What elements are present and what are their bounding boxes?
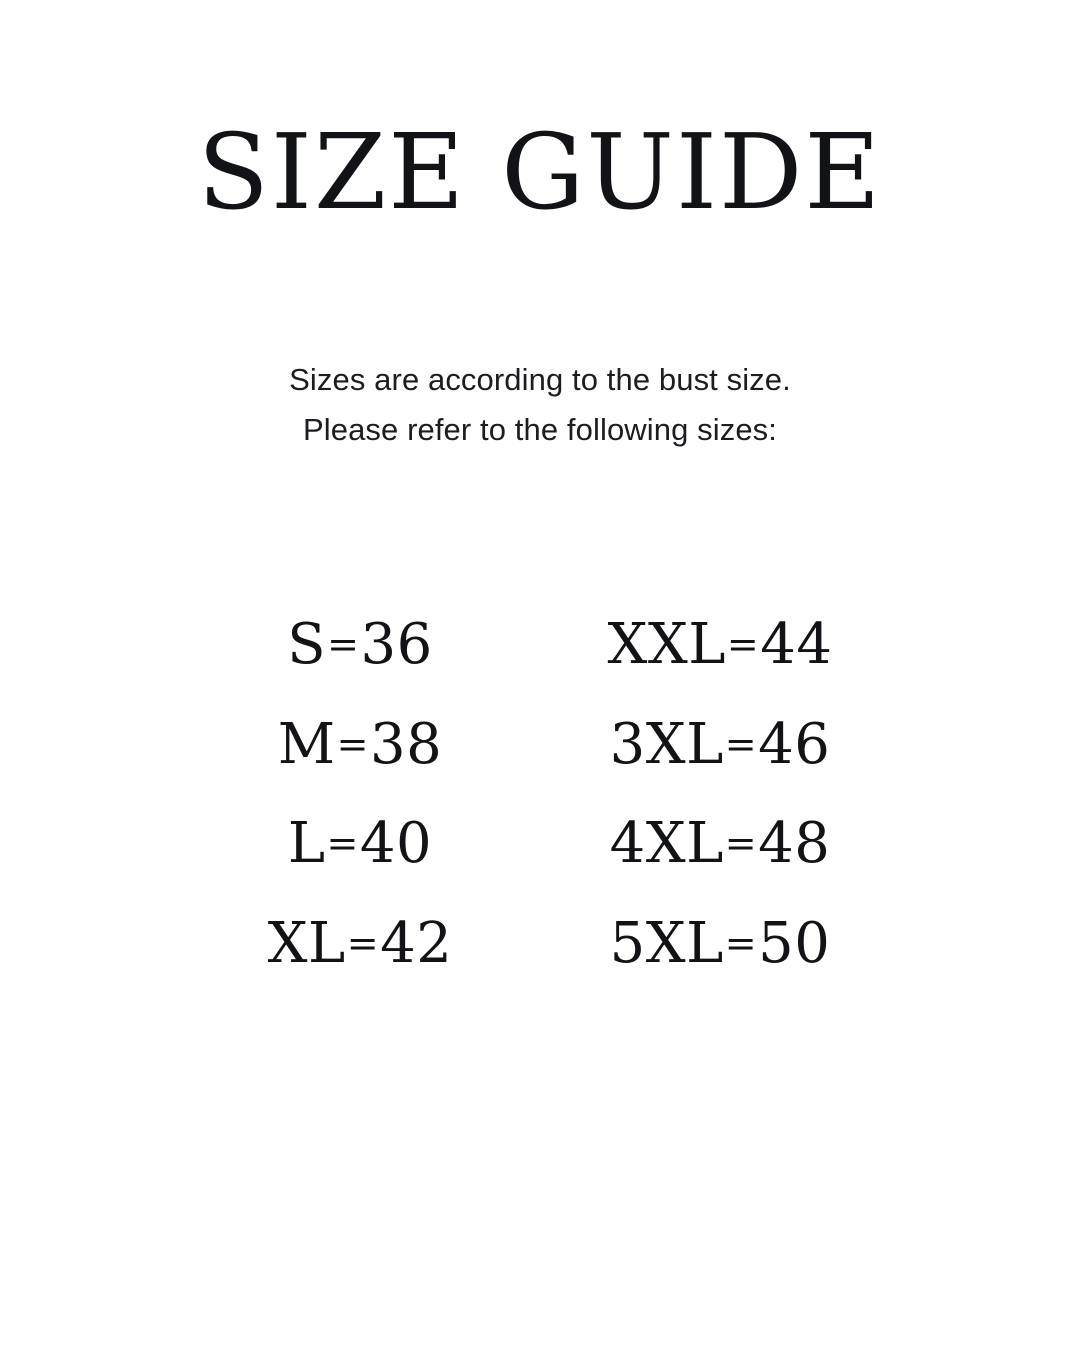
equals-sign: = — [724, 821, 758, 866]
size-row-xl — [180, 894, 540, 994]
size-chart — [180, 595, 900, 994]
intro-line-1: Sizes are according to the bust size. — [289, 362, 791, 397]
size-value: 36 — [360, 612, 433, 677]
size-label: 4XL — [609, 811, 724, 877]
intro-text — [0, 355, 1080, 455]
size-row-l — [180, 794, 540, 894]
equals-sign: = — [326, 821, 359, 866]
size-row-3xl — [540, 695, 900, 795]
size-row-m — [180, 695, 540, 795]
size-value: 50 — [758, 911, 831, 977]
equals-sign: = — [726, 622, 760, 666]
size-value: 44 — [760, 612, 833, 677]
size-value: 40 — [359, 811, 433, 877]
equals-sign: = — [327, 622, 360, 666]
size-label: M — [277, 711, 336, 777]
size-label: L — [287, 811, 326, 877]
equals-sign: = — [724, 721, 758, 766]
size-value: 48 — [758, 811, 831, 877]
page-title: SIZE GUIDE — [197, 111, 883, 233]
size-row-5xl — [540, 894, 900, 994]
size-value: 46 — [758, 711, 831, 777]
size-row-xxl — [540, 595, 900, 695]
equals-sign: = — [346, 921, 380, 966]
size-label: S — [287, 612, 327, 677]
size-row-s — [180, 595, 540, 695]
size-label: XXL — [607, 612, 726, 677]
size-value: 38 — [369, 711, 443, 777]
intro-line-2: Please refer to the following sizes: — [302, 412, 777, 448]
equals-sign: = — [724, 921, 758, 966]
size-label: 3XL — [609, 711, 724, 777]
size-label: 5XL — [609, 911, 724, 977]
equals-sign: = — [336, 721, 369, 766]
size-label: XL — [267, 911, 346, 977]
size-value: 42 — [380, 911, 453, 977]
size-row-4xl — [540, 794, 900, 894]
